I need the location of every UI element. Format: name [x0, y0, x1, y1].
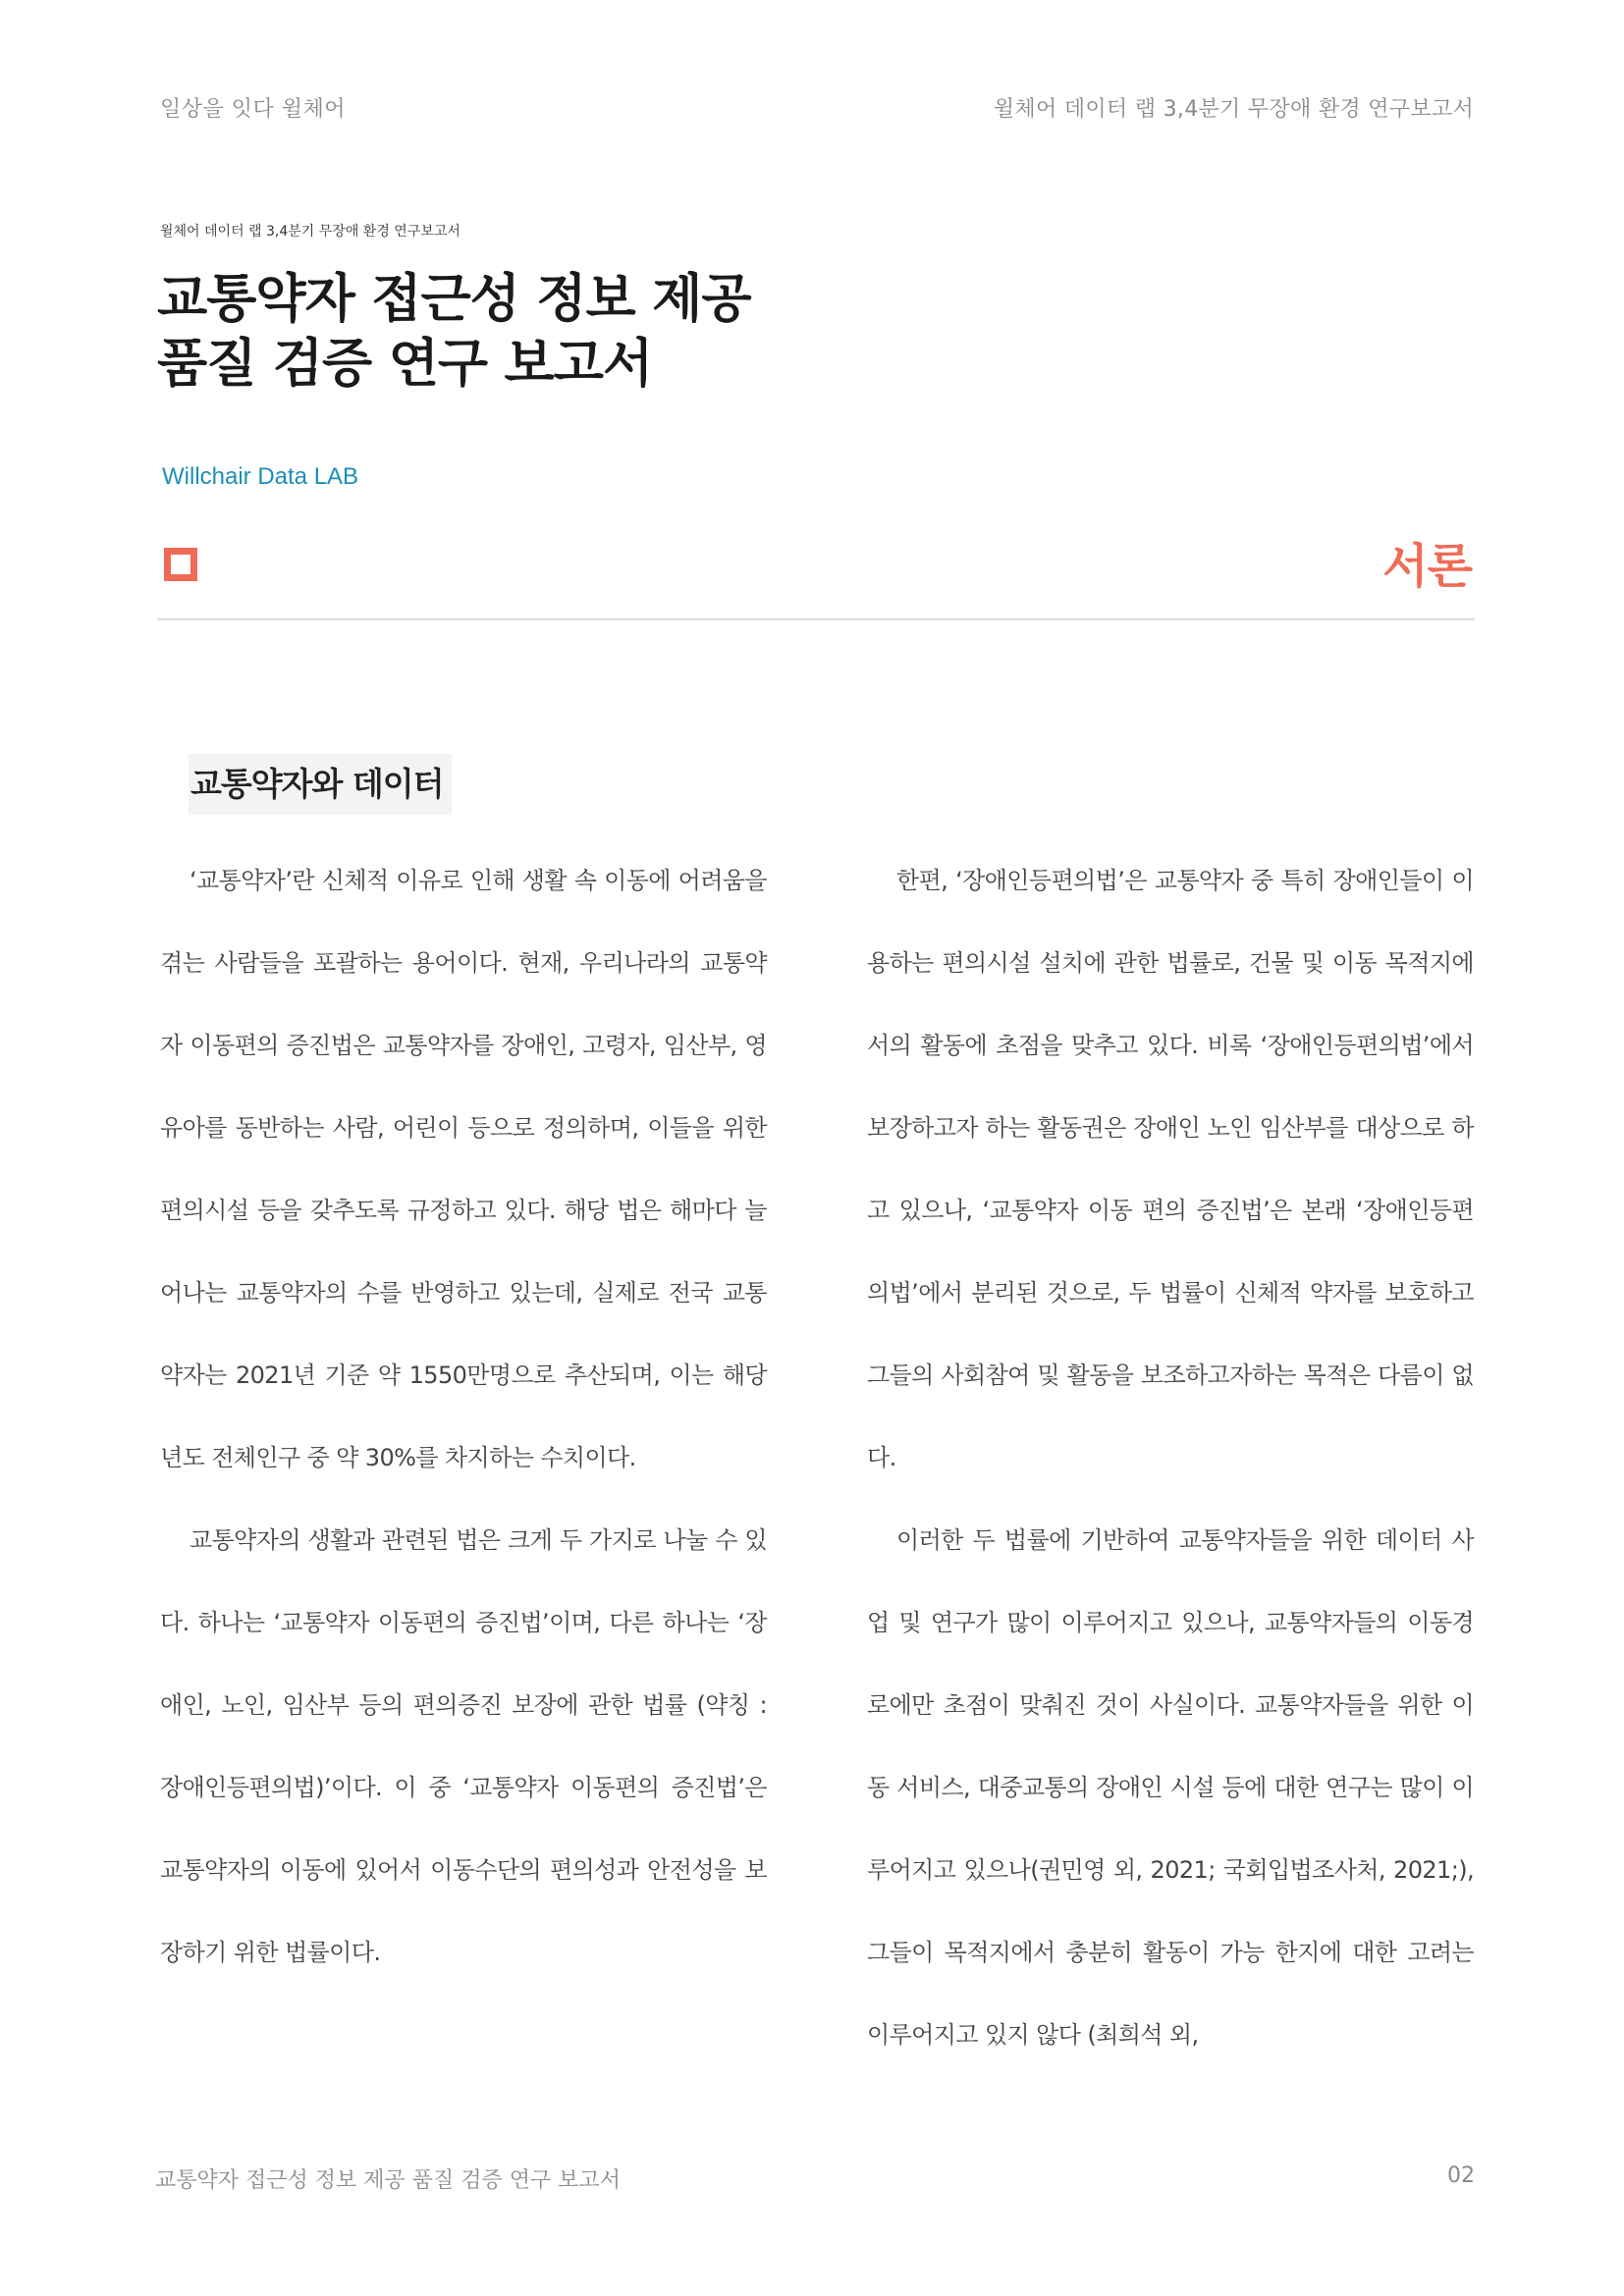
page-number: 02 — [1447, 2163, 1475, 2188]
subsection-heading: 교통약자와 데이터 — [189, 754, 452, 815]
paragraph: 이러한 두 법률에 기반하여 교통약자들을 위한 데이터 사업 및 연구가 많이 이루어지고 있으나, 교통약자들의 이동경로에만 초점이 맞춰진 것이 사실이다. 교통약자들을 위한 이동 서비스, 대중교통의 장애인 시설 등에 대한 연구는 많이 이루어지고 있으나(권민영 외, 2021; 국회입법조사처, 2021;), 그들이 목적지에서 충분히 활동이 가능 한지에 대한 고려는 이루어지고 있지 않다 (최희석 외, — [867, 1526, 1474, 2049]
section-divider — [157, 618, 1475, 620]
running-header-right: 윌체어 데이터 랩 3,4분기 무장애 환경 연구보고서 — [993, 97, 1474, 122]
running-header-left: 일상을 잇다 윌체어 — [160, 97, 347, 122]
running-footer-title: 교통약자 접근성 정보 제공 품질 검증 연구 보고서 — [155, 2168, 621, 2193]
square-outline-icon — [164, 548, 197, 581]
paragraph: 한편, ‘장애인등편의법’은 교통약자 중 특히 장애인들이 이용하는 편의시설 설치에 관한 법률로, 건물 및 이동 목적지에서의 활동에 초점을 맞추고 있다. 비록 ‘장애인등편의법’에서 보장하고자 하는 활동권은 장애인 노인 임산부를 대상으로 하고 있으나, ‘교통약자 이동 편의 증진법’은 본래 ‘장애인등편의법’에서 분리된 것으로, 두 법률이 신체적 약자를 보호하고 그들의 사회참여 및 활동을 보조하고자하는 목적은 다름이 없다. — [867, 867, 1474, 1471]
body-column-right — [867, 839, 1474, 2076]
body-column-left — [160, 839, 767, 1994]
organization-name: Willchair Data LAB — [162, 463, 359, 490]
document-title-line-1: 교통약자 접근성 정보 제공 — [157, 269, 751, 329]
document-title — [157, 267, 751, 397]
document-title-line-2: 품질 검증 연구 보고서 — [157, 334, 653, 394]
report-overline: 윌체어 데이터 랩 3,4분기 무장애 환경 연구보고서 — [160, 224, 460, 240]
section-title: 서론 — [1382, 539, 1472, 594]
paragraph: 교통약자의 생활과 관련된 법은 크게 두 가지로 나눌 수 있다. 하나는 ‘교통약자 이동편의 증진법’이며, 다른 하나는 ‘장애인, 노인, 임산부 등의 편의증진 보장에 관한 법률 (약칭 : 장애인등편의법)’이다. 이 중 ‘교통약자 이동편의 증진법’은 교통약자의 이동에 있어서 이동수단의 편의성과 안전성을 보장하기 위한 법률이다. — [160, 1526, 767, 1966]
paragraph: ‘교통약자’란 신체적 이유로 인해 생활 속 이동에 어려움을 겪는 사람들을 포괄하는 용어이다. 현재, 우리나라의 교통약자 이동편의 증진법은 교통약자를 장애인, 고령자, 임산부, 영유아를 동반하는 사람, 어린이 등으로 정의하며, 이들을 위한 편의시설 등을 갖추도록 규정하고 있다. 해당 법은 해마다 늘어나는 교통약자의 수를 반영하고 있는데, 실제로 전국 교통약자는 2021년 기준 약 1550만명으로 추산되며, 이는 해당년도 전체인구 중 약 30%를 차지하는 수치이다. — [160, 867, 767, 1471]
